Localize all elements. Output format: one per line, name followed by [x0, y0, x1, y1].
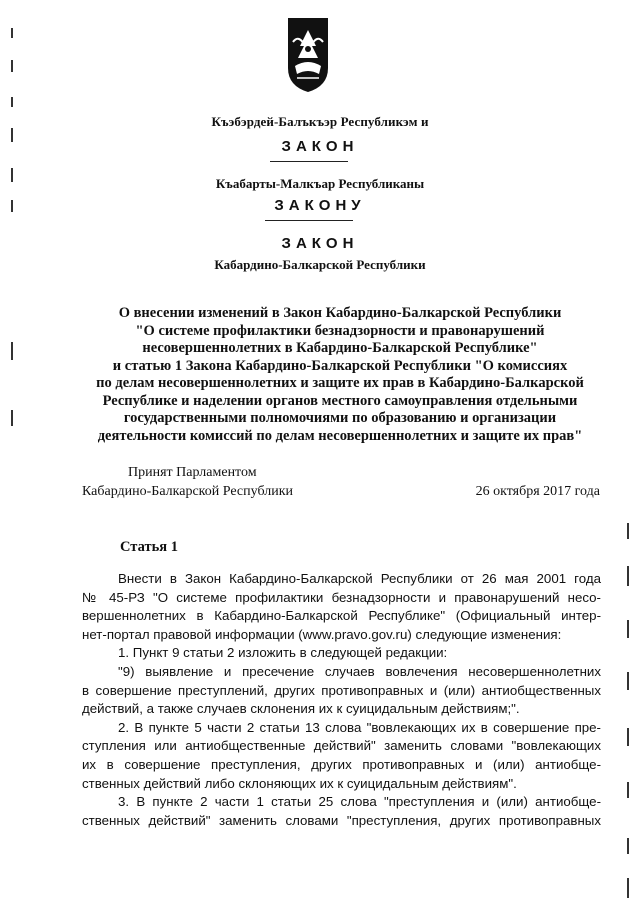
header-divider — [265, 220, 353, 221]
kabardian-republic-header: Къэбэрдей-Балъкъэр Республикэм и — [211, 114, 429, 129]
body-line: ступления или антиобщественные действий" заменить словами "вовлекающих — [82, 738, 601, 754]
coat-of-arms-emblem — [285, 16, 331, 94]
scan-mark — [627, 728, 629, 746]
scan-mark — [11, 168, 13, 182]
article-heading: Статья 1 — [120, 539, 178, 555]
scan-mark — [627, 878, 629, 898]
adopted-by-line: Принят Парламентом — [128, 465, 257, 480]
scan-mark — [11, 410, 13, 426]
body-line: 3. В пункте 2 части 1 статьи 25 слова "преступления и (или) антиобще- — [118, 794, 601, 810]
body-line: их в совершение преступления, других противоправных и (или) антиобще- — [82, 756, 601, 772]
scan-mark — [11, 60, 13, 72]
title-line: государственными полномочиями по образованию и организации — [123, 410, 557, 426]
body-line: нет-портал правовой информации (www.pravo.gov.ru) следующие изменения: — [82, 626, 562, 642]
body-line: № 45-РЗ "О системе профилактики безнадзорности и правонарушений несо- — [82, 589, 601, 605]
balkar-republic-header: Къабарты-Малкъар Республиканы — [215, 176, 425, 191]
scan-mark — [11, 342, 13, 360]
body-line: ственных действий" заменить словами "преступления, других противоправных — [82, 812, 601, 828]
scan-mark — [627, 838, 629, 854]
body-line: действий, а также случаев склонения их к суицидальным действиям;". — [82, 701, 520, 717]
body-line: "9) выявление и пресечение случаев вовлечения несовершеннолетних — [118, 663, 601, 679]
title-line: и статью 1 Закона Кабардино-Балкарской Республики "О комиссиях — [112, 357, 568, 374]
body-line: в совершение преступлений, других противоправных и (или) антиобщественных — [82, 682, 601, 698]
scan-mark — [627, 672, 629, 690]
adoption-date: 26 октября 2017 года — [475, 484, 600, 499]
scan-mark — [11, 97, 13, 107]
adopted-by-parliament: Кабардино-Балкарской Республики — [82, 484, 293, 499]
header-divider — [270, 161, 348, 162]
balkar-law-heading: ЗАКОНУ — [274, 197, 366, 214]
scan-mark — [11, 200, 13, 212]
scan-mark — [11, 28, 13, 38]
russian-republic-header: Кабардино-Балкарской Республики — [214, 257, 426, 272]
body-line: 1. Пункт 9 статьи 2 изложить в следующей редакции: — [118, 645, 448, 661]
title-line: О внесении изменений в Закон Кабардино-Балкарской Республики — [118, 305, 562, 321]
scan-mark — [627, 620, 629, 638]
scan-mark — [11, 128, 13, 142]
body-line: ственных действий либо склоняющих их к суицидальным действиям". — [82, 775, 517, 791]
scan-mark — [627, 566, 629, 586]
scan-mark — [627, 523, 629, 539]
article-body — [82, 570, 601, 830]
russian-law-heading: ЗАКОН — [281, 235, 359, 252]
title-line: несовершеннолетних в Кабардино-Балкарской Республике" — [142, 340, 538, 356]
title-line: Республике и наделении органов местного самоуправления отдельными — [102, 392, 578, 409]
law-title — [70, 305, 610, 445]
kabardian-law-heading: ЗАКОН — [281, 138, 359, 155]
scan-mark — [627, 782, 629, 798]
title-line: по делам несовершеннолетних и защите их прав в Кабардино-Балкарской — [96, 375, 584, 391]
body-line: вершеннолетних в Кабардино-Балкарской Республике" (Официальный интер- — [82, 608, 601, 624]
body-line: Внести в Закон Кабардино-Балкарской Республики от 26 мая 2001 года — [118, 571, 601, 586]
title-line: деятельности комиссий по делам несовершеннолетних и защите их прав" — [97, 427, 583, 444]
title-line: "О системе профилактики безнадзорности и правонарушений — [135, 322, 545, 339]
body-line: 2. В пункте 5 части 2 статьи 13 слова "вовлекающих их в совершение пре- — [118, 719, 601, 735]
